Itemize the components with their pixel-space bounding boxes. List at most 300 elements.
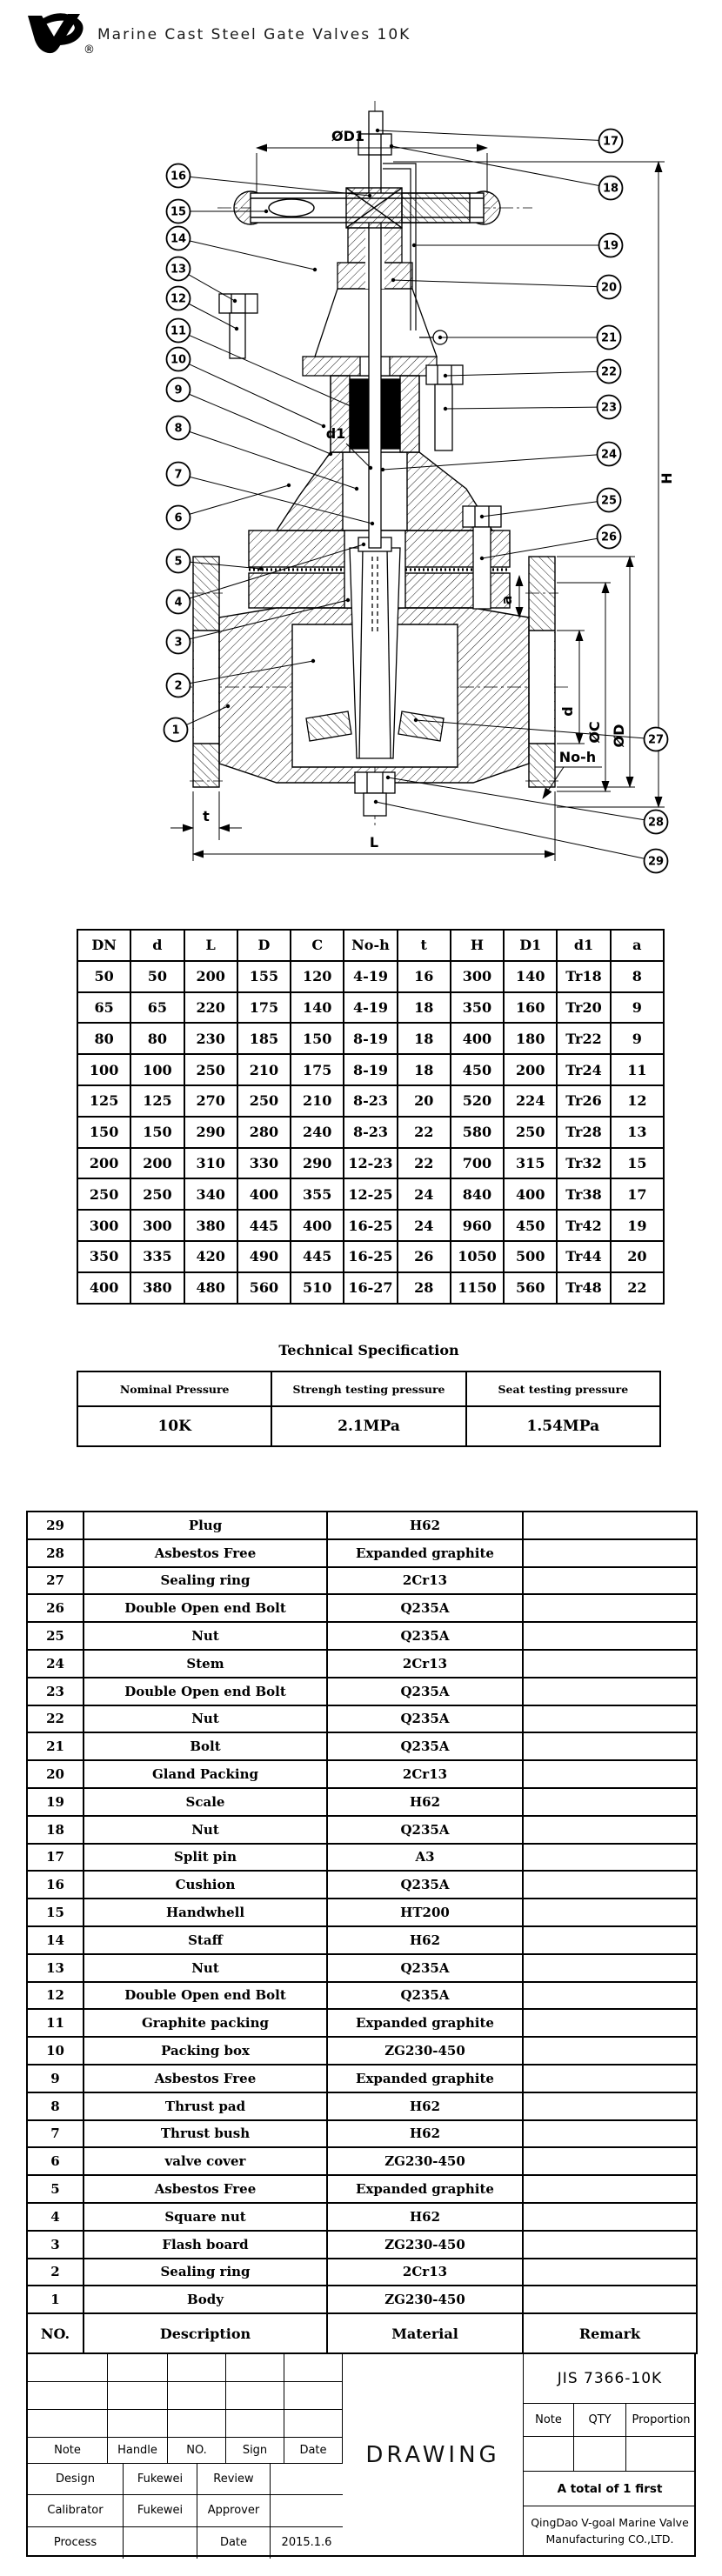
parts-cell: 13 xyxy=(27,1954,84,1982)
parts-cell: Q235A xyxy=(327,1982,523,2010)
callout-23 xyxy=(444,396,621,419)
yoke-and-gland xyxy=(219,228,463,452)
callout-6 xyxy=(167,484,291,530)
svg-text:7: 7 xyxy=(174,468,183,482)
svg-text:29: 29 xyxy=(647,855,665,869)
parts-col-material: Material xyxy=(327,2313,523,2353)
spec-table xyxy=(77,1371,661,1447)
dim-cell: 185 xyxy=(237,1023,291,1054)
dim-cell: 500 xyxy=(504,1241,557,1272)
parts-table-row xyxy=(27,1678,697,1705)
dim-cell: 250 xyxy=(504,1117,557,1148)
dim-cell: 65 xyxy=(130,992,184,1024)
parts-cell: 9 xyxy=(27,2065,84,2092)
dim-cell: 230 xyxy=(184,1023,237,1054)
dim-cell: 200 xyxy=(77,1148,130,1179)
dim-cell: 315 xyxy=(504,1148,557,1179)
approval-empty-cell xyxy=(28,2410,108,2438)
dim-cell: 400 xyxy=(504,1178,557,1210)
approval-empty-cell xyxy=(108,2410,168,2438)
dim-cell: 160 xyxy=(504,992,557,1024)
dim-cell: 580 xyxy=(451,1117,504,1148)
approval-empty-cell xyxy=(28,2382,108,2410)
dim-cell: 22 xyxy=(611,1272,664,1304)
parts-cell: 20 xyxy=(27,1760,84,1788)
parts-cell: Double Open end Bolt xyxy=(84,1982,327,2010)
parts-cell: Nut xyxy=(84,1705,327,1733)
dim-cell: 240 xyxy=(291,1117,344,1148)
parts-cell xyxy=(523,2259,697,2286)
dim-cell: 250 xyxy=(184,1054,237,1085)
dim-cell: 380 xyxy=(130,1272,184,1304)
parts-cell: Expanded graphite xyxy=(327,2065,523,2092)
dim-cell: Tr18 xyxy=(557,961,610,992)
approval-review-value xyxy=(271,2464,343,2495)
dim-cell: 12-23 xyxy=(344,1148,397,1179)
dim-table-row xyxy=(77,992,664,1024)
dim-cell: 15 xyxy=(611,1148,664,1179)
parts-cell: 15 xyxy=(27,1899,84,1926)
svg-text:19: 19 xyxy=(602,239,619,253)
parts-cell: Q235A xyxy=(327,1871,523,1899)
parts-table-row xyxy=(27,2065,697,2092)
parts-cell xyxy=(523,1788,697,1816)
parts-table-row xyxy=(27,1650,697,1678)
parts-col-no: NO. xyxy=(27,2313,84,2353)
company-logo xyxy=(23,7,89,59)
dim-cell: 175 xyxy=(237,992,291,1024)
parts-cell: Cushion xyxy=(84,1871,327,1899)
dim-cell: 840 xyxy=(451,1178,504,1210)
parts-cell: Expanded graphite xyxy=(327,2009,523,2037)
parts-table-row xyxy=(27,1954,697,1982)
title-block xyxy=(26,2352,696,2557)
dim-cell: 12 xyxy=(611,1085,664,1117)
dim-cell: 330 xyxy=(237,1148,291,1179)
svg-text:10: 10 xyxy=(170,353,187,367)
parts-cell: Staff xyxy=(84,1926,327,1954)
dim-cell: 560 xyxy=(504,1272,557,1304)
page-title: Marine Cast Steel Gate Valves 10K xyxy=(97,26,411,43)
approval-empty-cell xyxy=(28,2354,108,2382)
dim-label-d1-top: ØD1 xyxy=(331,128,365,144)
callout-20 xyxy=(391,276,621,299)
svg-text:14: 14 xyxy=(170,232,187,246)
parts-table-row xyxy=(27,2286,697,2313)
dim-cell: 150 xyxy=(130,1117,184,1148)
parts-cell: 6 xyxy=(27,2147,84,2175)
parts-table-row xyxy=(27,2259,697,2286)
parts-cell: 18 xyxy=(27,1816,84,1844)
parts-table-row xyxy=(27,2147,697,2175)
dim-cell: Tr26 xyxy=(557,1085,610,1117)
dim-cell: 400 xyxy=(77,1272,130,1304)
dim-table-row xyxy=(77,1241,664,1272)
qty-value-proportion xyxy=(626,2437,696,2472)
parts-table-row xyxy=(27,1760,697,1788)
dim-cell: 280 xyxy=(237,1117,291,1148)
parts-cell: ZG230-450 xyxy=(327,2231,523,2259)
approval-approver-label: Approver xyxy=(197,2495,271,2526)
dim-label-dd: ØD xyxy=(611,724,627,748)
parts-cell xyxy=(523,1567,697,1595)
svg-text:4: 4 xyxy=(174,596,183,610)
dim-table-body xyxy=(77,961,664,1304)
parts-table-row xyxy=(27,1732,697,1760)
svg-text:5: 5 xyxy=(174,555,183,569)
dim-cell: 18 xyxy=(398,1023,451,1054)
dim-cell: 16-27 xyxy=(344,1272,397,1304)
dim-cell: 16 xyxy=(398,961,451,992)
dim-cell: Tr44 xyxy=(557,1241,610,1272)
parts-table-row xyxy=(27,2203,697,2231)
callout-19 xyxy=(412,234,623,257)
approval-date-value: 2015.1.6 xyxy=(281,2536,332,2550)
parts-cell: Q235A xyxy=(327,1705,523,1733)
svg-text:13: 13 xyxy=(170,263,187,277)
spec-header-nominal: Nominal Pressure xyxy=(77,1371,271,1406)
dim-cell: 24 xyxy=(398,1210,451,1241)
parts-cell: Gland Packing xyxy=(84,1760,327,1788)
dim-cell: 300 xyxy=(130,1210,184,1241)
approval-empty-cell xyxy=(168,2382,226,2410)
approval-empty-cell xyxy=(108,2354,168,2382)
parts-cell: Flash board xyxy=(84,2231,327,2259)
dim-table-row xyxy=(77,1210,664,1241)
dim-cell: 200 xyxy=(184,961,237,992)
parts-cell: H62 xyxy=(327,2120,523,2148)
dim-col-header: d xyxy=(130,930,184,961)
dim-cell: 8-19 xyxy=(344,1023,397,1054)
dim-table-row xyxy=(77,1023,664,1054)
dim-cell: 490 xyxy=(237,1241,291,1272)
parts-cell: 11 xyxy=(27,2009,84,2037)
dim-cell: 80 xyxy=(130,1023,184,1054)
approval-rows xyxy=(28,2464,343,2559)
dim-cell: Tr38 xyxy=(557,1178,610,1210)
dim-cell: 180 xyxy=(504,1023,557,1054)
dim-cell: 1150 xyxy=(451,1272,504,1304)
parts-table-row xyxy=(27,2009,697,2037)
parts-table-row xyxy=(27,1539,697,1567)
parts-cell: 2Cr13 xyxy=(327,1567,523,1595)
parts-cell xyxy=(523,2065,697,2092)
callout-29 xyxy=(374,800,668,873)
dim-cell: 155 xyxy=(237,961,291,992)
dim-cell: Tr22 xyxy=(557,1023,610,1054)
svg-text:6: 6 xyxy=(174,511,183,525)
svg-text:8: 8 xyxy=(174,422,183,436)
callout-9 xyxy=(167,378,333,457)
dim-cell: 17 xyxy=(611,1178,664,1210)
parts-cell: Asbestos Free xyxy=(84,1539,327,1567)
dim-cell: 200 xyxy=(504,1054,557,1085)
dim-cell: 11 xyxy=(611,1054,664,1085)
dim-cell: 18 xyxy=(398,992,451,1024)
parts-cell: ZG230-450 xyxy=(327,2286,523,2313)
dim-col-header: C xyxy=(291,930,344,961)
callout-18 xyxy=(390,144,623,200)
dim-col-header: DN xyxy=(77,930,130,961)
parts-table-row xyxy=(27,2231,697,2259)
parts-cell: 2Cr13 xyxy=(327,1760,523,1788)
parts-cell: Nut xyxy=(84,1954,327,1982)
dim-cell: 50 xyxy=(77,961,130,992)
approval-header-date: Date xyxy=(284,2438,343,2464)
parts-cell: Square nut xyxy=(84,2203,327,2231)
dim-cell: 355 xyxy=(291,1178,344,1210)
parts-cell xyxy=(523,1926,697,1954)
parts-cell xyxy=(523,1954,697,1982)
approval-calibrator-label: Calibrator xyxy=(28,2495,124,2526)
dim-label-l: L xyxy=(369,834,379,851)
qty-header-proportion: Proportion xyxy=(626,2404,696,2437)
svg-text:21: 21 xyxy=(600,331,618,345)
spec-header-strength: Strengh testing pressure xyxy=(271,1371,465,1406)
dim-table-row xyxy=(77,1178,664,1210)
parts-cell: Asbestos Free xyxy=(84,2065,327,2092)
dim-cell: 175 xyxy=(291,1054,344,1085)
dim-cell: 80 xyxy=(77,1023,130,1054)
dim-cell: 300 xyxy=(451,961,504,992)
dim-cell: Tr20 xyxy=(557,992,610,1024)
parts-cell: Double Open end Bolt xyxy=(84,1594,327,1622)
dim-cell: 560 xyxy=(237,1272,291,1304)
parts-col-description: Description xyxy=(84,2313,327,2353)
dim-cell: 13 xyxy=(611,1117,664,1148)
dim-cell: 445 xyxy=(291,1241,344,1272)
parts-cell: 5 xyxy=(27,2175,84,2203)
parts-table-row xyxy=(27,1871,697,1899)
parts-cell: valve cover xyxy=(84,2147,327,2175)
dim-cell: 8-23 xyxy=(344,1117,397,1148)
dim-cell: 100 xyxy=(130,1054,184,1085)
approval-empty-cell xyxy=(284,2354,343,2382)
dim-cell: 480 xyxy=(184,1272,237,1304)
approval-calibrator-name: Fukewei xyxy=(124,2495,197,2526)
svg-text:28: 28 xyxy=(647,816,665,830)
approval-review-label: Review xyxy=(197,2464,271,2495)
parts-cell: Q235A xyxy=(327,1816,523,1844)
dim-table-row xyxy=(77,961,664,992)
approval-empty-cell xyxy=(284,2382,343,2410)
dim-cell: 20 xyxy=(398,1085,451,1117)
dim-label-c: ØC xyxy=(586,721,603,744)
dim-label-d1: d1 xyxy=(325,425,346,442)
callout-25 xyxy=(480,489,621,519)
parts-cell: Double Open end Bolt xyxy=(84,1678,327,1705)
dim-cell: 50 xyxy=(130,961,184,992)
dim-cell: 20 xyxy=(611,1241,664,1272)
dim-cell: 26 xyxy=(398,1241,451,1272)
parts-table-header-row xyxy=(27,2313,697,2353)
parts-cell: 10 xyxy=(27,2037,84,2065)
dim-cell: 445 xyxy=(237,1210,291,1241)
approval-header-note: Note xyxy=(28,2438,108,2464)
dim-cell: 380 xyxy=(184,1210,237,1241)
dim-table-row xyxy=(77,1054,664,1085)
dim-cell: 16-25 xyxy=(344,1241,397,1272)
dim-cell: 150 xyxy=(77,1117,130,1148)
callout-21 xyxy=(438,326,621,350)
parts-cell: 2Cr13 xyxy=(327,2259,523,2286)
dim-cell: 140 xyxy=(291,992,344,1024)
dim-cell: 350 xyxy=(77,1241,130,1272)
parts-cell: Handwhell xyxy=(84,1899,327,1926)
svg-text:18: 18 xyxy=(602,182,619,196)
approval-empty-cell xyxy=(226,2410,284,2438)
svg-text:3: 3 xyxy=(174,636,183,650)
dim-cell: 960 xyxy=(451,1210,504,1241)
dim-table-row xyxy=(77,1272,664,1304)
dim-col-header: a xyxy=(611,930,664,961)
parts-table-row xyxy=(27,1899,697,1926)
dim-cell: 400 xyxy=(237,1178,291,1210)
dim-cell: 8-19 xyxy=(344,1054,397,1085)
dim-cell: Tr32 xyxy=(557,1148,610,1179)
spec-value-nominal: 10K xyxy=(77,1406,271,1446)
dim-col-header: L xyxy=(184,930,237,961)
parts-cell: 4 xyxy=(27,2203,84,2231)
dim-table-row xyxy=(77,1148,664,1179)
parts-cell: 25 xyxy=(27,1622,84,1650)
parts-cell: Thrust pad xyxy=(84,2092,327,2120)
parts-cell xyxy=(523,2092,697,2120)
approval-header-sign: Sign xyxy=(226,2438,284,2464)
dim-cell: 120 xyxy=(291,961,344,992)
parts-cell xyxy=(523,1760,697,1788)
parts-table-row xyxy=(27,1926,697,1954)
parts-cell xyxy=(523,1512,697,1539)
parts-cell: 24 xyxy=(27,1650,84,1678)
dim-cell: 24 xyxy=(398,1178,451,1210)
approval-design-label: Design xyxy=(28,2464,124,2495)
valve-drawing xyxy=(0,61,722,922)
parts-cell: Stem xyxy=(84,1650,327,1678)
parts-col-remark: Remark xyxy=(523,2313,697,2353)
callout-28 xyxy=(386,776,668,834)
dim-col-header: No-h xyxy=(344,930,397,961)
approval-process-label: Process xyxy=(28,2527,124,2559)
parts-table-row xyxy=(27,2120,697,2148)
parts-cell: 17 xyxy=(27,1844,84,1872)
dim-cell: 8 xyxy=(611,961,664,992)
parts-cell: Expanded graphite xyxy=(327,1539,523,1567)
title-block-right xyxy=(524,2354,696,2555)
dim-cell: 19 xyxy=(611,1210,664,1241)
dim-label-h: H xyxy=(658,472,675,484)
parts-cell xyxy=(523,1539,697,1567)
approval-empty-cell xyxy=(168,2354,226,2382)
parts-cell xyxy=(523,1899,697,1926)
dim-cell: 335 xyxy=(130,1241,184,1272)
dim-cell: Tr28 xyxy=(557,1117,610,1148)
handwheel xyxy=(234,188,500,228)
dim-cell: 140 xyxy=(504,961,557,992)
parts-cell: 2Cr13 xyxy=(327,1650,523,1678)
parts-cell: 8 xyxy=(27,2092,84,2120)
parts-table-row xyxy=(27,2037,697,2065)
parts-cell: H62 xyxy=(327,1788,523,1816)
dim-label-no-h: No-h xyxy=(558,749,597,765)
svg-text:27: 27 xyxy=(647,733,665,747)
parts-cell: 28 xyxy=(27,1539,84,1567)
dim-label-d: d xyxy=(559,706,576,717)
dim-cell: 200 xyxy=(130,1148,184,1179)
svg-text:15: 15 xyxy=(170,205,187,219)
parts-cell: Q235A xyxy=(327,1954,523,1982)
dim-cell: Tr24 xyxy=(557,1054,610,1085)
qty-header-note: Note xyxy=(524,2404,574,2437)
dim-cell: 290 xyxy=(184,1117,237,1148)
callout-22 xyxy=(444,360,621,384)
dim-cell: 350 xyxy=(451,992,504,1024)
approval-header-handle: Handle xyxy=(108,2438,168,2464)
parts-cell: 29 xyxy=(27,1512,84,1539)
spec-title: Technical Specification xyxy=(278,1342,459,1358)
parts-cell: Nut xyxy=(84,1622,327,1650)
parts-table-row xyxy=(27,2092,697,2120)
parts-table xyxy=(26,1511,698,2354)
parts-cell: 27 xyxy=(27,1567,84,1595)
dim-cell: 22 xyxy=(398,1148,451,1179)
svg-text:24: 24 xyxy=(600,448,618,462)
callout-17 xyxy=(376,129,623,153)
qty-header-qty: QTY xyxy=(574,2404,626,2437)
dim-cell: 65 xyxy=(77,992,130,1024)
dim-label-a: a xyxy=(498,595,515,605)
dim-cell: 4-19 xyxy=(344,992,397,1024)
svg-text:26: 26 xyxy=(600,531,618,544)
svg-text:23: 23 xyxy=(600,401,618,415)
dim-col-header: t xyxy=(398,930,451,961)
svg-text:25: 25 xyxy=(600,494,618,508)
dim-cell: 300 xyxy=(77,1210,130,1241)
parts-cell xyxy=(523,1844,697,1872)
dim-table-row xyxy=(77,1085,664,1117)
parts-cell: Sealing ring xyxy=(84,2259,327,2286)
dim-table-row xyxy=(77,1117,664,1148)
company-name-line2: Manufacturing CO.,LTD. xyxy=(545,2533,674,2546)
approval-design-name: Fukewei xyxy=(124,2464,197,2495)
parts-cell xyxy=(523,2009,697,2037)
parts-cell: Q235A xyxy=(327,1732,523,1760)
parts-cell: 3 xyxy=(27,2231,84,2259)
dim-cell: 28 xyxy=(398,1272,451,1304)
dim-cell: 9 xyxy=(611,992,664,1024)
parts-cell: HT200 xyxy=(327,1899,523,1926)
qty-value-qty xyxy=(574,2437,626,2472)
dimension-table xyxy=(77,929,665,1305)
dim-cell: 250 xyxy=(237,1085,291,1117)
parts-cell: 7 xyxy=(27,2120,84,2148)
approval-empty-cell xyxy=(108,2382,168,2410)
parts-cell xyxy=(523,1982,697,2010)
svg-text:9: 9 xyxy=(174,384,183,397)
approval-empty-cell xyxy=(226,2382,284,2410)
parts-cell xyxy=(523,2037,697,2065)
parts-cell: 2 xyxy=(27,2259,84,2286)
parts-cell: Asbestos Free xyxy=(84,2175,327,2203)
dim-cell: 290 xyxy=(291,1148,344,1179)
parts-cell xyxy=(523,1678,697,1705)
dim-cell: 310 xyxy=(184,1148,237,1179)
parts-table-row xyxy=(27,1705,697,1733)
dim-cell: 520 xyxy=(451,1085,504,1117)
dim-cell: 400 xyxy=(451,1023,504,1054)
svg-text:2: 2 xyxy=(174,679,183,693)
parts-cell: 22 xyxy=(27,1705,84,1733)
